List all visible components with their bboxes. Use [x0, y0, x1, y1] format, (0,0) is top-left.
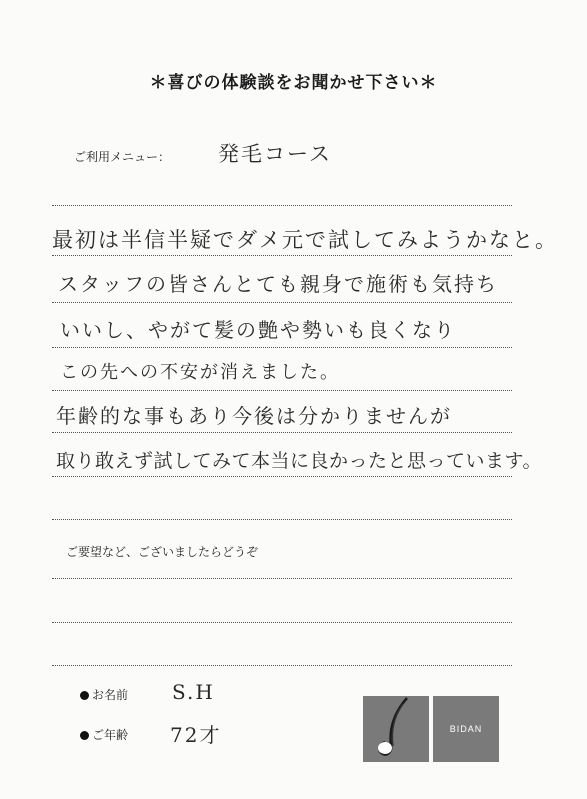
testimonial-line: 最初は半信半疑でダメ元で試してみようかなと。 — [52, 228, 558, 252]
dotted-line — [52, 390, 512, 391]
dotted-line — [52, 205, 512, 206]
logo-mark — [363, 696, 429, 762]
dotted-line — [52, 255, 512, 256]
logo-wordmark — [433, 696, 499, 762]
request-label: ご要望など、ございましたらどうぞ — [66, 545, 259, 559]
form-title: ＊喜びの体験談をお聞かせ下さい＊ — [149, 73, 438, 93]
age-label: ご年齢 — [92, 728, 129, 742]
dotted-line — [52, 622, 512, 623]
testimonial-line: 取り敢えず試してみて本当に良かったと思っています。 — [56, 450, 542, 472]
menu-label: ご利用メニュー： — [74, 150, 171, 164]
dotted-line — [52, 665, 512, 666]
bullet-icon — [80, 691, 89, 700]
menu-value: 発毛コース — [218, 142, 332, 166]
dotted-line — [52, 347, 512, 348]
logo-text: BIDAN — [449, 724, 483, 734]
bullet-icon — [80, 731, 89, 740]
dotted-line — [52, 578, 512, 579]
dotted-line — [52, 432, 512, 433]
testimonial-line: 年齢的な事もあり今後は分かりませんが — [56, 404, 452, 428]
testimonial-line: いいし、やがて髪の艶や勢いも良くなり — [60, 318, 456, 342]
testimonial-line: スタッフの皆さんとても親身で施術も気持ち — [58, 272, 498, 296]
dotted-line — [52, 476, 512, 477]
dotted-line — [52, 302, 512, 303]
hair-strand-icon — [363, 696, 429, 762]
testimonial-line: この先への不安が消えました。 — [60, 362, 340, 383]
name-label: お名前 — [92, 688, 129, 702]
dotted-line — [52, 519, 512, 520]
age-value: 72才 — [170, 723, 222, 747]
name-value: S.H — [172, 680, 215, 704]
